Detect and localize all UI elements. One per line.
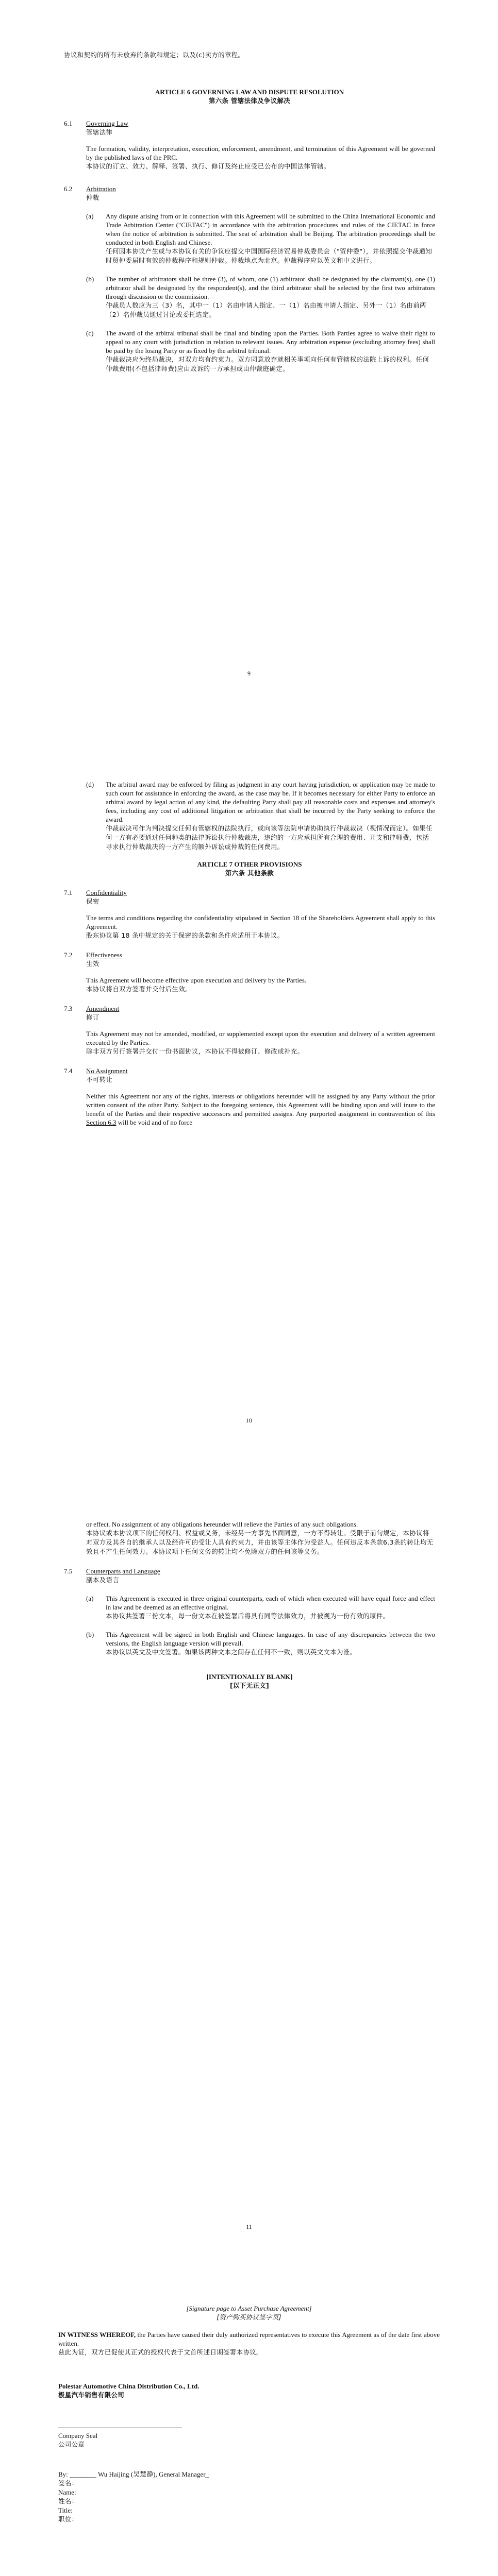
clause-7-5-b: [64, 1630, 435, 1657]
page-content: [58, 2304, 440, 2524]
section-number: 7.1: [64, 889, 73, 896]
clause-6-2-c: [64, 329, 435, 374]
clause-text-zh: 任何因本协议产生或与本协议有关的争议应提交中国国际经济贸易仲裁委员会（"贸仲委"），并依照提交仲裁通知时贸仲委届时有效的仲裁程序和规则仲裁。仲裁地点为北京。仲裁程序应以英文和中文进行。: [106, 247, 433, 264]
section-heading-en: Confidentiality: [86, 889, 127, 896]
section-heading-en: Amendment: [86, 1005, 120, 1012]
section-text-zh: 本协议的订立、效力、解释、签署、执行、修订及终止应受已公布的中国法律管辖。: [86, 162, 330, 170]
section-text-en: This Agreement may not be amended, modified, or supplemented except upon the execution and delivery of a written agreement executed by the Parties.: [86, 1030, 435, 1046]
clause-6-2-d: [64, 780, 435, 852]
section-text-en: This Agreement will become effective upon execution and delivery by the Parties.: [86, 976, 307, 984]
section-cross-reference[interactable]: Section 6.3: [86, 1118, 117, 1126]
page-number: 11: [246, 2223, 252, 2230]
section-text-part: Neither this Agreement nor any of the rights, interests or obligations hereunder will be assigned by any Party without the prior written consent of the other Party. Subject to the foregoing sentence, this Agreement will be binding upon and will inure to the benefit of the Parties and their respective successors and permitted assigns. Any purported assignment in contravention of this: [86, 1092, 435, 1117]
section-text-zh: 除非双方另行签署并交付一份书面协议，本协议不得被修订、修改或补充。: [86, 1047, 304, 1055]
title-field-label-zh: 职位：: [58, 2515, 78, 2523]
clause-text-en: Any dispute arising from or in connection with this Agreement will be submitted to the China International Economic and Trade Arbitration Center ("CIETAC") in accordance with the arbitration procedures and rules of the CIETAC in force when the notice of arbitration is submitted. The seat of arbitration shall be Beijing. The arbitration proceedings shall be conducted in both English and Chinese.: [106, 212, 435, 246]
section-heading-en: Counterparts and Language: [86, 1567, 160, 1575]
clause-text-en: This Agreement will be signed in both English and Chinese languages. In case of any discrepancies between the two versions, the English language version will prevail.: [106, 1631, 435, 1647]
signature-title-zh: [资产购买协议签字页]: [217, 2313, 281, 2321]
section-heading-zh: 保密: [86, 897, 99, 905]
section-heading-en: Effectiveness: [86, 951, 122, 959]
signature-page-title: [58, 2304, 440, 2322]
clause-label: (b): [86, 275, 94, 283]
clause-7-5-a: [64, 1594, 435, 1621]
section-text-en: or effect. No assignment of any obligations hereunder will relieve the Parties of any such obligations.: [86, 1520, 358, 1528]
clause-text-zh: 仲裁裁决应为终局裁决，对双方均有约束力。双方同意放弃就相关事项向任何有管辖权的法院上诉的权利。任何仲裁费用(不包括律师费)应由败诉的一方承担或由仲裁庭确定。: [106, 355, 429, 372]
page-content: [64, 50, 435, 374]
section-text-en: The formation, validity, interpretation, execution, enforcement, amendment, and termination of this Agreement will be governed by the published laws of the PRC.: [86, 145, 435, 161]
section-text-zh: 股东协议第 18 条中规定的关于保密的条款和条件应适用于本协议。: [86, 931, 284, 939]
section-7-1: [64, 888, 435, 940]
article-7-title-en: ARTICLE 7 OTHER PROVISIONS: [197, 860, 302, 868]
document-page-1: [0, 0, 498, 721]
section-heading-en: Arbitration: [86, 185, 116, 193]
section-heading-en: Governing Law: [86, 120, 128, 127]
section-number: 6.1: [64, 120, 73, 127]
section-number: 7.5: [64, 1567, 73, 1575]
article-7-heading: [64, 860, 435, 878]
section-text-en: The terms and conditions regarding the confidentiality stipulated in Section 18 of the Shareholders Agreement shall apply to this Agreement.: [86, 914, 435, 930]
section-text-zh: 本协议或本协议项下的任何权利、权益或义务，未经另一方事先书面同意，一方不得转让。受限于前句规定，本协议将对双方及其各自的继承人以及经许可的受让人具有约束力，并由该等主体作为受益人。任何违反本条款6.3条的转让均无效且不产生任何效力。本协议项下任何义务的转让均不免除双方的任何该等义务。: [86, 1529, 434, 1555]
clause-6-2-a: [64, 212, 435, 265]
signature-page: [0, 2267, 498, 2576]
company-name-zh: 极星汽车销售有限公司: [58, 2391, 125, 2399]
section-7-5: [64, 1567, 435, 1585]
witness-clause-zh: 兹此为证，双方已促使其正式的授权代表于文首所述日期签署本协议。: [58, 2348, 263, 2356]
section-heading-zh: 管辖法律: [86, 128, 113, 136]
witness-clause: [58, 2330, 440, 2348]
section-heading-en: No Assignment: [86, 1067, 128, 1075]
article-6-title-zh: 第六条 管辖法律及争议解决: [208, 97, 291, 105]
page-content: [64, 780, 435, 1127]
section-number: 7.3: [64, 1005, 73, 1012]
clause-text-zh: 仲裁员人数应为三（3）名，其中一（1）名由申请人指定、一（1）名由被申请人指定、另外一（1）名由前两（2）名仲裁员通过讨论或委托选定。: [106, 301, 426, 318]
document-page-2: [0, 721, 498, 1471]
section-7-3: [64, 1004, 435, 1056]
blank-en: [INTENTIONALLY BLANK]: [206, 1673, 293, 1681]
seal-label-zh: 公司公章: [58, 2441, 85, 2448]
section-heading-zh: 不可转让: [86, 1076, 113, 1083]
clause-label: (b): [86, 1631, 94, 1638]
witness-text: the Parties have caused their duly authorized representatives to execute this Agreement as of the date first above written.: [58, 2331, 440, 2347]
signature-field-label: 签名：: [58, 2479, 78, 2487]
title-field-label: Title:: [58, 2506, 73, 2514]
company-name-en: Polestar Automotive China Distribution Co., Ltd.: [58, 2382, 200, 2390]
clause-label: (a): [86, 1595, 94, 1602]
clause-text-en: The number of arbitrators shall be three (3), of whom, one (1) arbitrator shall be designated by the claimant(s), one (1) arbitrator shall be designated by the respondent(s), and the third arbitrator shall be selected by the first two arbitrators through discussion or the commission.: [106, 275, 435, 300]
intentionally-blank: [64, 1672, 435, 1690]
section-text-en: [86, 1092, 435, 1127]
section-text-zh: 本协议将自双方签署并交付后生效。: [86, 985, 192, 993]
clause-text-zh: 本协议以英文及中文签署。如果该两种文本之间存在任何不一致，则以英文文本为准。: [106, 1648, 357, 1656]
section-number: 7.4: [64, 1067, 73, 1075]
section-heading-zh: 副本及语言: [86, 1576, 120, 1584]
section-text-part: will be void and of no force: [116, 1118, 193, 1126]
clause-text-zh: 本协议共签署三份文本，每一份文本在被签署后将具有同等法律效力，并被视为一份有效的原件。: [106, 1612, 390, 1620]
witness-lead: IN WITNESS WHEREOF,: [58, 2331, 136, 2338]
clause-text-en: The award of the arbitral tribunal shall be final and binding upon the Parties. Both Parties agree to waive their right to appeal to any court with jurisdiction in relation to relevant issues. Any arbitration expense (excluding attorney fees) shall be paid by the losing Party or as fixed by the arbitral tribunal.: [106, 329, 435, 354]
clause-text-zh: 仲裁裁决可作为判决提交任何有管辖权的法院执行，或向该等法院申请协助执行仲裁裁决（视情况而定）。如果任何一方有必要通过任何种类的法律诉讼执行仲裁裁决，违约的一方应承担所有合理的费用、开支和律师费，包括寻求执行仲裁裁决的一方产生的额外诉讼或仲裁的任何费用。: [106, 824, 433, 851]
carryover-line: 协议和契约的所有未放弃的条款和规定；以及(c)卖方的章程。: [64, 51, 245, 59]
page-content: [64, 1520, 435, 1690]
section-heading-zh: 修订: [86, 1013, 99, 1021]
section-7-4: [64, 1066, 435, 1127]
document-page-3: [0, 1471, 498, 2267]
section-6-1: [64, 119, 435, 171]
clause-label: (a): [86, 212, 94, 220]
blank-zh: [以下无正文]: [229, 1682, 270, 1689]
article-6-heading: [64, 88, 435, 106]
section-number: 7.2: [64, 951, 73, 959]
page-number: 9: [247, 670, 251, 677]
section-heading-zh: 仲裁: [86, 194, 99, 201]
clause-label: (c): [86, 329, 94, 337]
name-field-label: Name:: [58, 2488, 76, 2496]
article-6-title-en: ARTICLE 6 GOVERNING LAW AND DISPUTE RESOLUTION: [155, 88, 344, 96]
section-6-2: [64, 184, 435, 202]
section-heading-zh: 生效: [86, 960, 99, 968]
clause-text-en: This Agreement is executed in three original counterparts, each of which when executed will have equal force and effect in law and be deemed as an effective original.: [106, 1595, 435, 1611]
signatory-by-line: By: ________ Wu Haijing (吴慧静), General Manager_: [58, 2470, 209, 2478]
seal-label-en: Company Seal: [58, 2432, 98, 2439]
clause-text-en: The arbitral award may be enforced by filing as judgment in any court having jurisdiction, or application may be made to such court for assistance in enforcing the award, as the case may be. If it becomes necessary for either Party to enforce an arbitral award by legal action of any kind, the defaulting Party shall pay all reasonable costs and expenses and attorney's fees, including any cost of additional litigation or arbitration that shall be incurred by the Party seeking to enforce the award.: [106, 781, 435, 823]
signature-title-en: [Signature page to Asset Purchase Agreement]: [186, 2304, 312, 2312]
section-7-2: [64, 951, 435, 994]
article-7-title-zh: 第六条 其他条款: [225, 869, 274, 877]
section-number: 6.2: [64, 185, 73, 193]
clause-label: (d): [86, 781, 94, 788]
section-7-4-continued: [64, 1520, 435, 1556]
name-field-label-zh: 姓名：: [58, 2497, 78, 2505]
clause-6-2-b: [64, 275, 435, 319]
page-number: 10: [246, 1417, 252, 1424]
